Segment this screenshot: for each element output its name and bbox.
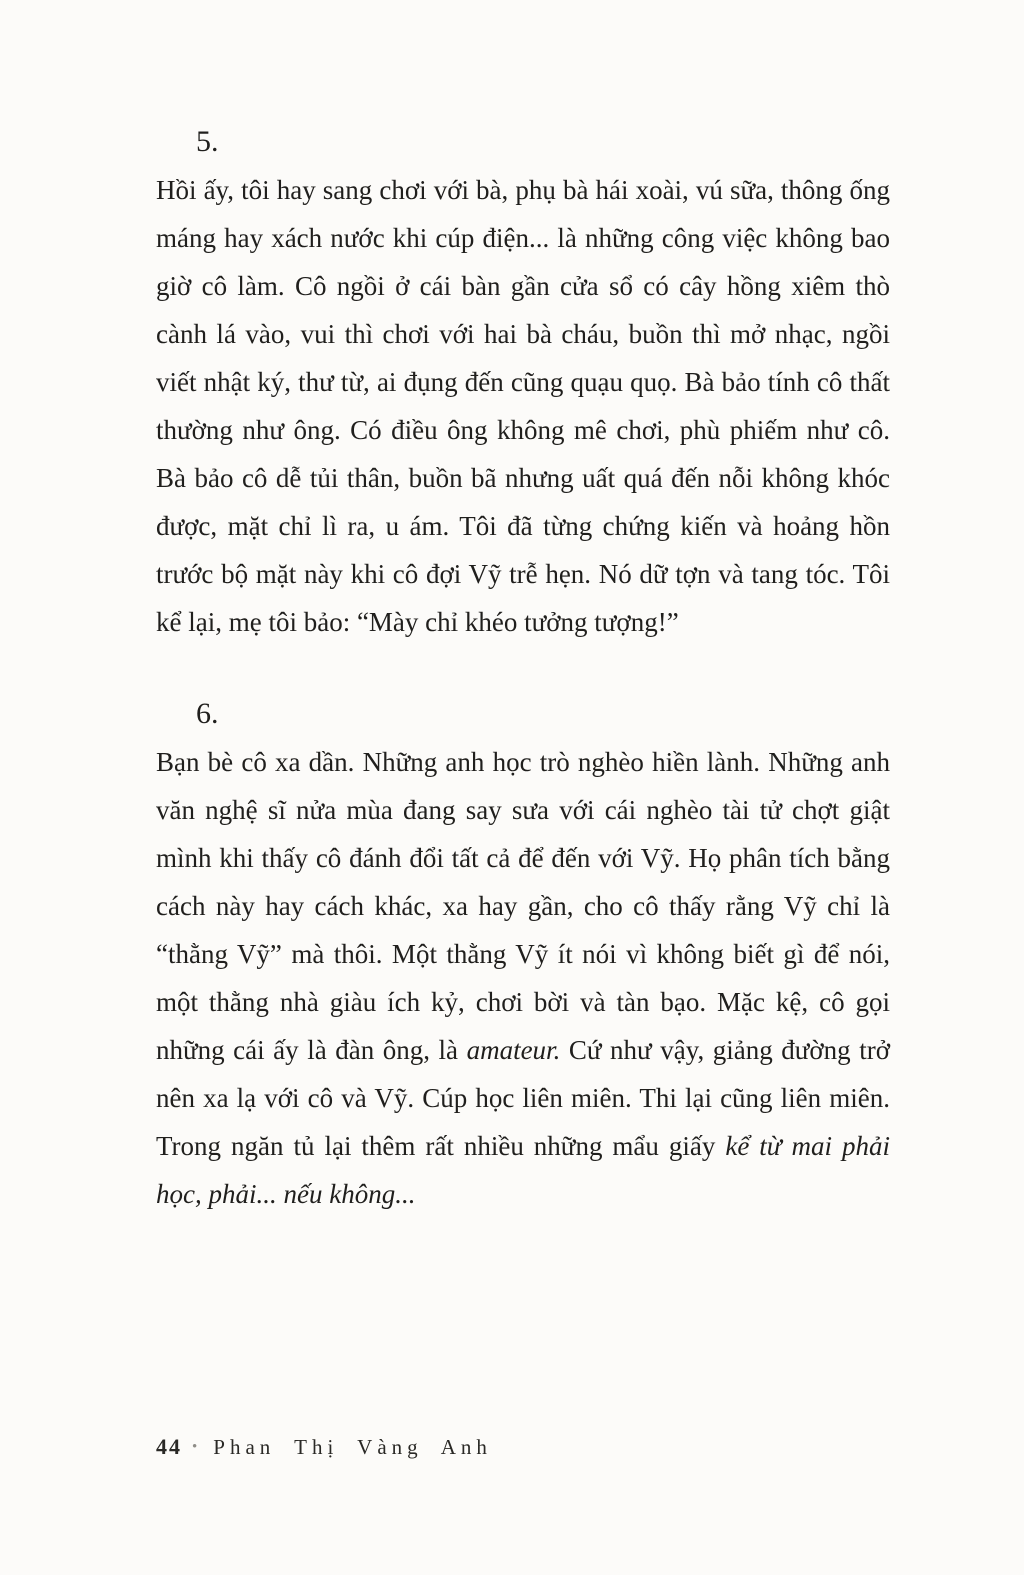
section-5-number: 5. [196, 125, 219, 158]
section-6-number: 6. [196, 697, 219, 730]
page-body [156, 118, 890, 1218]
section-5-paragraph: Hồi ấy, tôi hay sang chơi với bà, phụ bà hái xoài, vú sữa, thông ống máng hay xách nước khi cúp điện... là những công việc không bao giờ cô làm. Cô ngồi ở cái bàn gần cửa sổ có cây hồng xiêm thò cành lá vào, vui thì chơi với hai bà cháu, buồn thì mở nhạc, ngồi viết nhật ký, thư từ, ai đụng đến cũng quạu quọ. Bà bảo tính cô thất thường như ông. Có điều ông không mê chơi, phù phiếm như cô. Bà bảo cô dễ tủi thân, buồn bã nhưng uất quá đến nỗi không khóc được, mặt chỉ lì ra, u ám. Tôi đã từng chứng kiến và hoảng hồn trước bộ mặt này khi cô đợi Vỹ trễ hẹn. Nó dữ tợn và tang tóc. Tôi kể lại, mẹ tôi bảo: “Mày chỉ khéo tưởng tượng!” [156, 175, 890, 637]
page-footer [156, 1432, 492, 1462]
section-5 [156, 118, 890, 646]
author-name: Phan Thị Vàng Anh [213, 1435, 492, 1459]
section-6-paragraph: Bạn bè cô xa dần. Những anh học trò nghèo hiền lành. Những anh văn nghệ sĩ nửa mùa đang say sưa với cái nghèo tài tử chợt giật mình khi thấy cô đánh đổi tất cả để đến với Vỹ. Họ phân tích bằng cách này hay cách khác, xa hay gần, cho cô thấy rằng Vỹ chỉ là “thằng Vỹ” mà thôi. Một thằng Vỹ ít nói vì không biết gì để nói, một thằng nhà giàu ích kỷ, chơi bời và tàn bạo. Mặc kệ, cô gọi những cái ấy là đàn ông, là amateur. Cứ như vậy, giảng đường trở nên xa lạ với cô và Vỹ. Cúp học liên miên. Thi lại cũng liên miên. Trong ngăn tủ lại thêm rất nhiều những mẩu giấy kể từ mai phải học, phải... nếu không... [156, 747, 890, 1209]
footer-separator-dot: • [192, 1439, 198, 1455]
section-6 [156, 690, 890, 1218]
page-number: 44 [156, 1434, 182, 1459]
